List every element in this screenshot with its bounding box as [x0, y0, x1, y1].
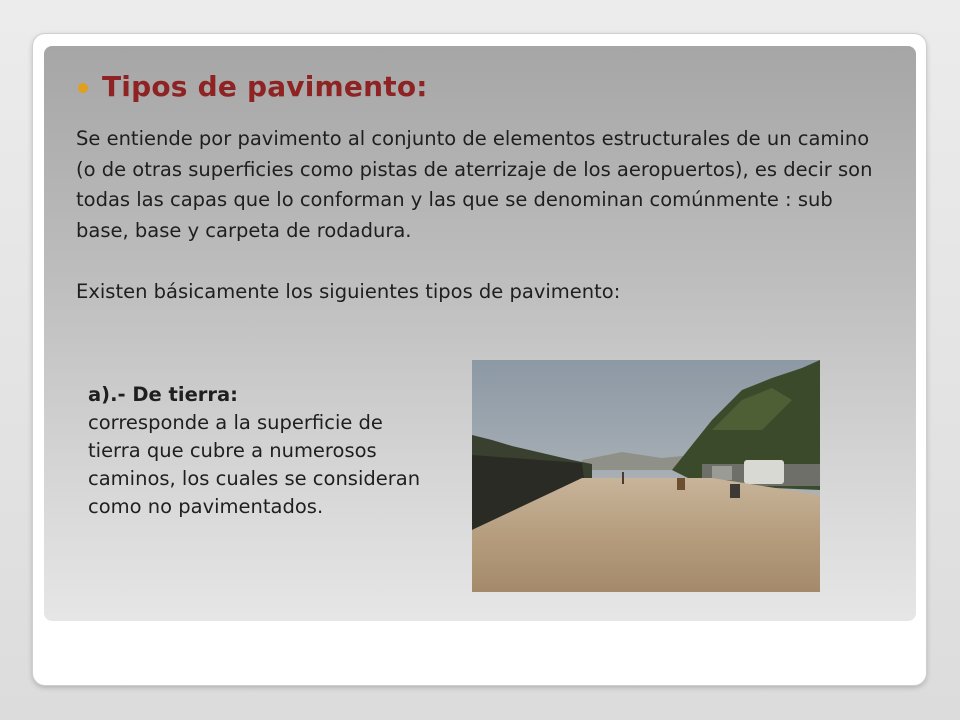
paragraph-types-intro: Existen básicamente los siguientes tipos de pavimento: — [76, 280, 621, 303]
title-row — [78, 70, 428, 103]
section-dirt-heading: a).- De tierra: — [88, 383, 238, 406]
body-text — [76, 124, 888, 308]
dirt-road-illustration — [472, 360, 820, 592]
section-dirt-text: corresponde a la superficie de tierra que cubre a numerosos caminos, los cuales se consideran como no pavimentados. — [88, 411, 421, 518]
section-dirt — [88, 381, 428, 521]
dirt-road-photo — [472, 360, 820, 592]
bullet-icon — [78, 83, 88, 93]
paragraph-definition: Se entiende por pavimento al conjunto de elementos estructurales de un camino (o de otras superficies como pistas de aterrizaje de los aeropuertos), es decir son todas las capas que lo conforman y las que se denominan comúnmente : sub base, base y carpeta de rodadura. — [76, 127, 873, 242]
slide-title: Tipos de pavimento: — [102, 70, 428, 103]
